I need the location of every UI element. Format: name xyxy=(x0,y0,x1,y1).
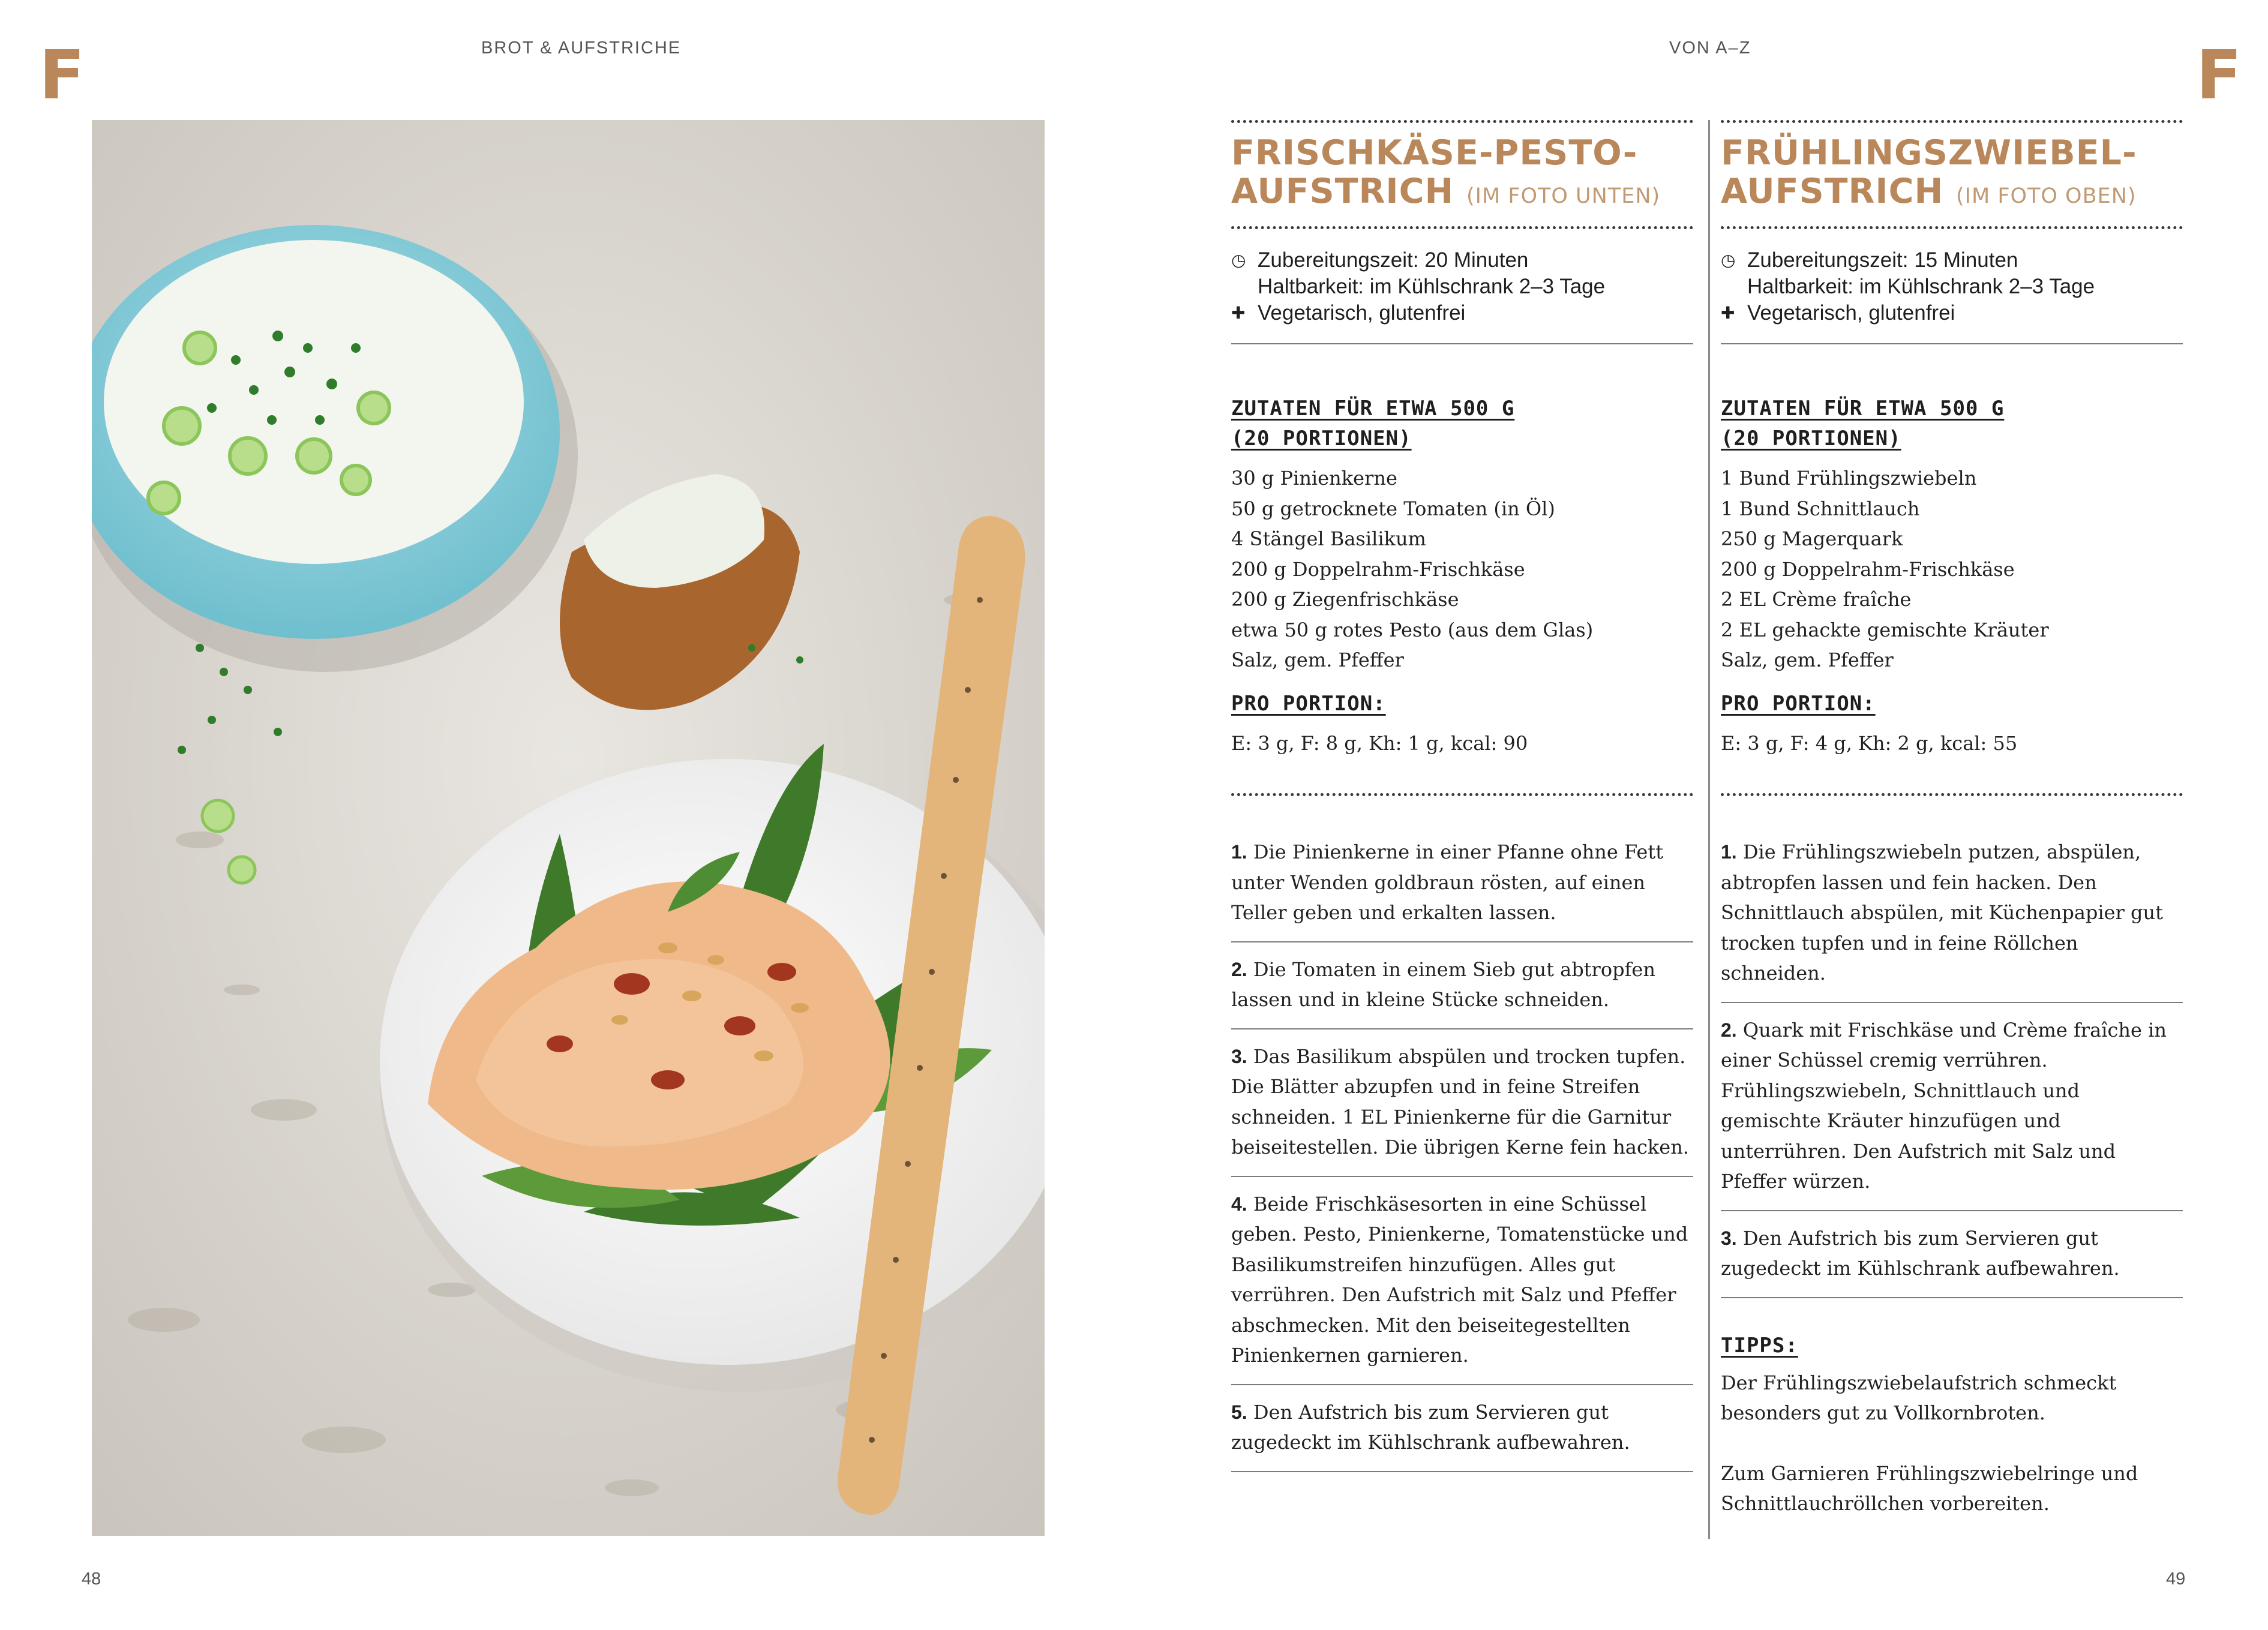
ingredients-heading: ZUTATEN FÜR ETWA 500 G (20 PORTIONEN) xyxy=(1721,397,2005,451)
tips-heading: TIPPS: xyxy=(1721,1333,1798,1358)
recipe-title-line1: FRÜHLINGSZWIEBEL- xyxy=(1721,133,2137,173)
ingredient-item: 2 EL gehackte gemischte Kräuter xyxy=(1721,618,2049,641)
step-item: 4. Beide Frischkäsesorten in eine Schüssel geben. Pesto, Pinienkerne, Tomatenstücke und Basilikumstreifen hinzufügen. Alles gut verrühren. Den Aufstrich mit Salz und Pfeffer abschmecken. Mit den beiseitegestellten Pinienkernen garnieren. xyxy=(1231,1192,1688,1367)
ingredients-heading: ZUTATEN FÜR ETWA 500 G (20 PORTIONEN) xyxy=(1231,397,1515,451)
step-divider xyxy=(1721,1297,2183,1298)
shelf-life: Haltbarkeit: im Kühlschrank 2–3 Tage xyxy=(1258,275,1606,298)
ingredient-list xyxy=(1721,463,2183,676)
step-item: 5. Den Aufstrich bis zum Servieren gut zugedeckt im Kühlschrank aufbewahren. xyxy=(1231,1400,1630,1454)
page-number-right: 49 xyxy=(2166,1569,2186,1589)
diet-info: Vegetarisch, glutenfrei xyxy=(1747,301,1955,325)
recipe-title-note: (IM FOTO OBEN) xyxy=(1956,184,2137,208)
ingredient-item: 30 g Pinienkerne xyxy=(1231,467,1397,490)
step-item: 3. Den Aufstrich bis zum Servieren gut zugedeckt im Kühlschrank aufbewahren. xyxy=(1721,1226,2120,1280)
diet-info: Vegetarisch, glutenfrei xyxy=(1258,301,1466,325)
step-item: 1. Die Pinienkerne in einer Pfanne ohne Fett unter Wenden goldbraun rösten, auf einen Teller geben und erkalten lassen. xyxy=(1231,840,1664,924)
recipe-title-line1: FRISCHKÄSE-PESTO- xyxy=(1231,133,1638,173)
ingredient-item: 200 g Ziegenfrischkäse xyxy=(1231,588,1459,611)
recipe-meta xyxy=(1721,247,2183,326)
recipe-title xyxy=(1721,134,2183,215)
dotted-rule xyxy=(1721,120,2183,123)
ingredient-item: 1 Bund Frühlingszwiebeln xyxy=(1721,467,1977,490)
ingredient-item: 250 g Magerquark xyxy=(1721,527,1903,550)
step-item: 1. Die Frühlingszwiebeln putzen, abspülen, abtropfen lassen und fein hacken. Den Schnittlauch abspülen, mit Küchenpapier gut trocken tupfen und in feine Röllchen schneiden. xyxy=(1721,840,2163,984)
plus-icon: ✚ xyxy=(1231,304,1246,322)
chapter-letter-left: F xyxy=(39,37,85,115)
ingredient-item: 4 Stängel Basilikum xyxy=(1231,527,1426,550)
portion-heading: PRO PORTION: xyxy=(1231,691,1386,716)
recipe-title-note: (IM FOTO UNTEN) xyxy=(1466,184,1661,208)
food-photo xyxy=(92,120,1045,1536)
ingredient-item: 1 Bund Schnittlauch xyxy=(1721,497,1920,520)
ingredient-item: 200 g Doppelrahm-Frischkäse xyxy=(1231,557,1525,581)
step-item: 2. Quark mit Frischkäse und Crème fraîche in einer Schüssel cremig verrühren. Frühlingszwiebeln, Schnittlauch und gemischte Kräuter hinzufügen und unterrühren. Den Aufstrich mit Salz und Pfeffer würzen. xyxy=(1721,1018,2167,1193)
tip-item: Der Frühlingszwiebelaufstrich schmeckt besonders gut zu Vollkornbroten. xyxy=(1721,1371,2117,1424)
tip-item: Zum Garnieren Frühlingszwiebelringe und Schnittlauchröllchen vorbereiten. xyxy=(1721,1461,2138,1515)
ingredient-item: 2 EL Crème fraîche xyxy=(1721,588,1912,611)
page-number-left: 48 xyxy=(82,1569,101,1589)
ingredient-item: Salz, gem. Pfeffer xyxy=(1721,649,1894,671)
recipe-fruehlingszwiebel xyxy=(1721,120,2183,1519)
recipe-meta xyxy=(1231,247,1693,326)
step-divider xyxy=(1231,1471,1693,1472)
ingredient-item: 50 g getrocknete Tomaten (in Öl) xyxy=(1231,497,1555,520)
ingredient-list xyxy=(1231,463,1693,676)
ingredient-item: etwa 50 g rotes Pesto (aus dem Glas) xyxy=(1231,618,1594,641)
shelf-life: Haltbarkeit: im Kühlschrank 2–3 Tage xyxy=(1747,275,2095,298)
ingredient-item: 200 g Doppelrahm-Frischkäse xyxy=(1721,557,2015,581)
step-item: 3. Das Basilikum abspülen und trocken tupfen. Die Blätter abzupfen und in feine Streifen schneiden. 1 EL Pinienkerne für die Garnitur beiseitestellen. Die übrigen Kerne fein hacken. xyxy=(1231,1044,1689,1158)
recipe-title-line2: AUFSTRICH xyxy=(1231,172,1454,211)
clock-icon: ◷ xyxy=(1721,251,1736,269)
recipe-title-line2: AUFSTRICH xyxy=(1721,172,1944,211)
ingredient-item: Salz, gem. Pfeffer xyxy=(1231,649,1404,671)
recipe-frischkaese-pesto xyxy=(1231,120,1693,1472)
plus-icon: ✚ xyxy=(1721,304,1735,322)
dotted-rule xyxy=(1231,226,1693,229)
portion-heading: PRO PORTION: xyxy=(1721,691,1876,716)
portion-values: E: 3 g, F: 4 g, Kh: 2 g, kcal: 55 xyxy=(1721,731,2018,755)
recipe-title xyxy=(1231,134,1693,215)
portion-values: E: 3 g, F: 8 g, Kh: 1 g, kcal: 90 xyxy=(1231,731,1528,755)
running-head-left: BROT & AUFSTRICHE xyxy=(481,38,682,58)
prep-time: Zubereitungszeit: 20 Minuten xyxy=(1258,248,1529,272)
dotted-rule xyxy=(1721,226,2183,229)
prep-time: Zubereitungszeit: 15 Minuten xyxy=(1747,248,2018,272)
dotted-rule xyxy=(1231,120,1693,123)
step-item: 2. Die Tomaten in einem Sieb gut abtropfen lassen und in kleine Stücke schneiden. xyxy=(1231,957,1655,1011)
running-head-right: VON A–Z xyxy=(1669,38,1751,58)
chapter-letter-right: F xyxy=(2196,37,2242,115)
clock-icon: ◷ xyxy=(1231,251,1246,269)
column-divider xyxy=(1708,120,1710,1539)
